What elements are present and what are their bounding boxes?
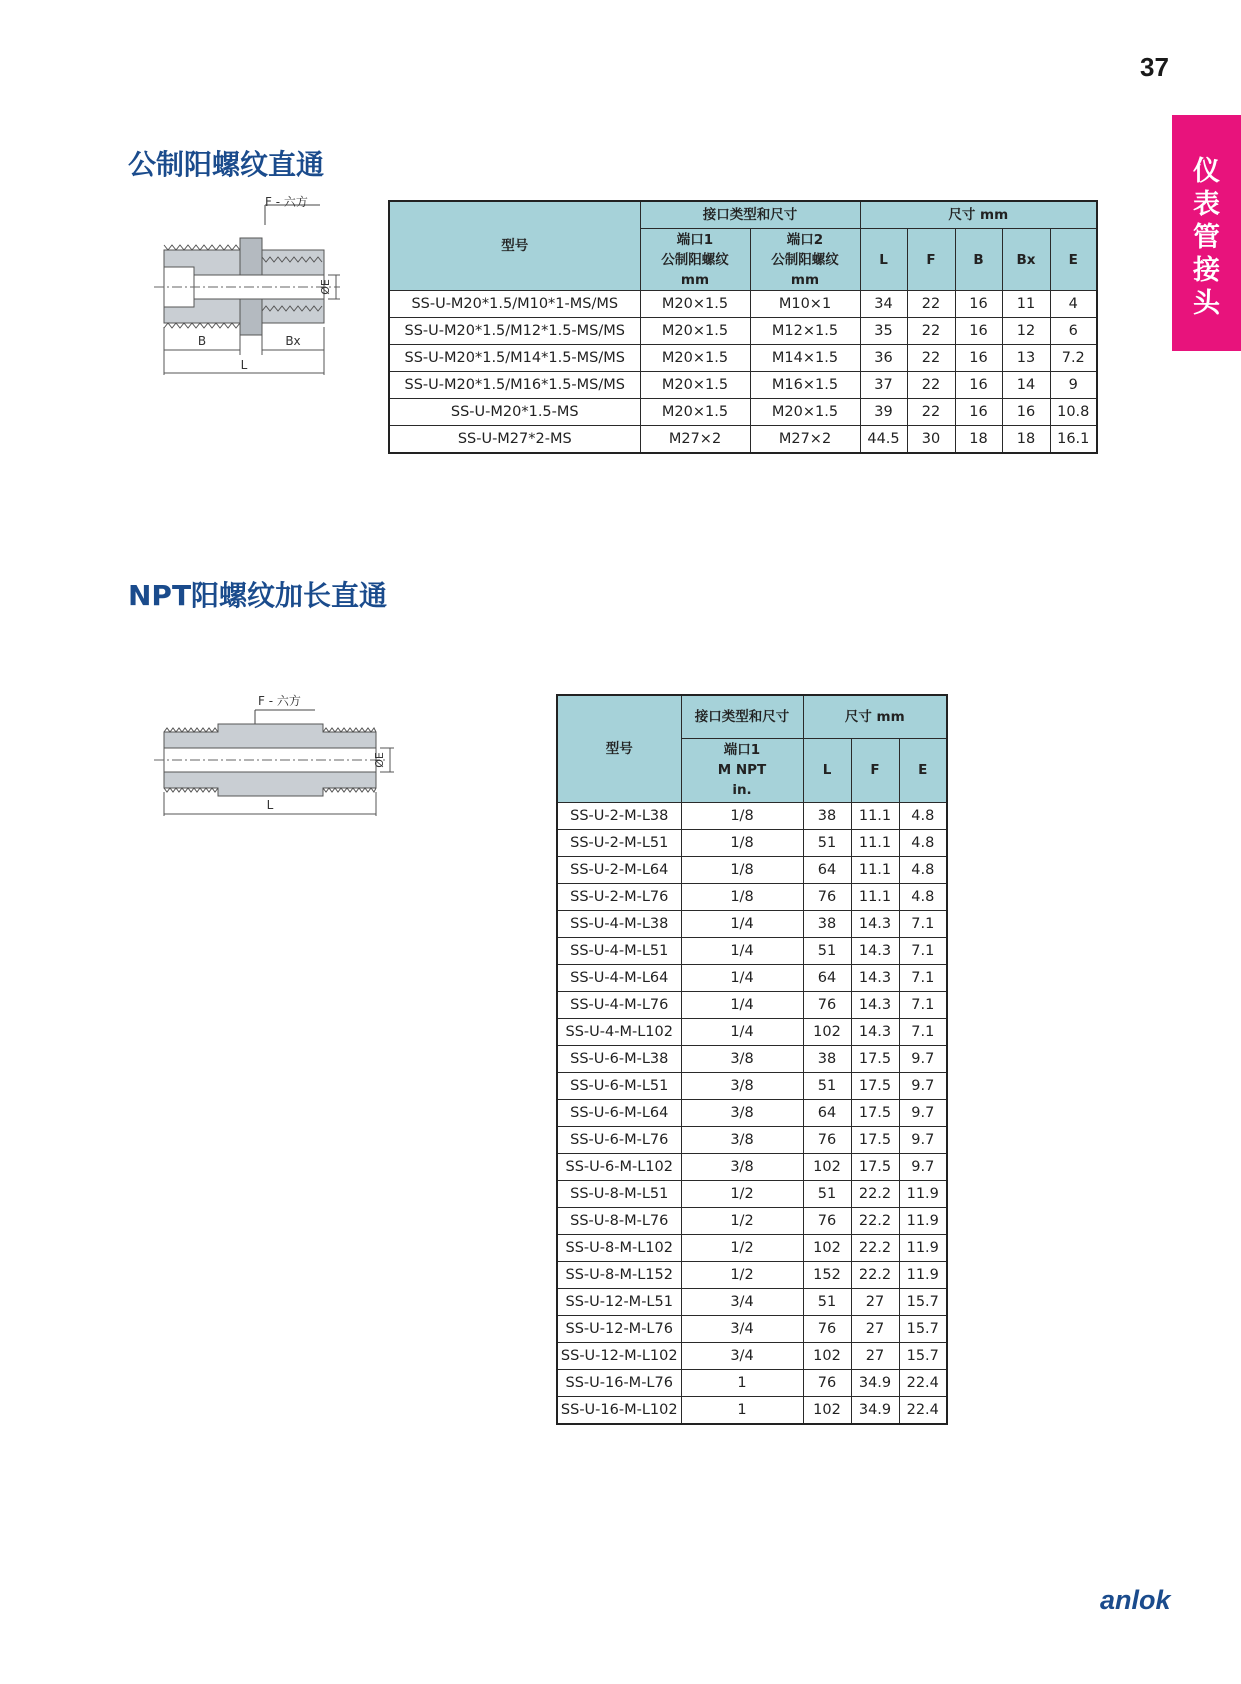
table-row bbox=[557, 856, 947, 883]
value-cell: M12×1.5 bbox=[750, 318, 860, 345]
value-cell: 51 bbox=[803, 1180, 851, 1207]
value-cell: M14×1.5 bbox=[750, 345, 860, 372]
value-cell: 22 bbox=[907, 399, 955, 426]
section2-title: NPT阳螺纹加长直通 bbox=[128, 579, 388, 612]
value-cell: 11.9 bbox=[899, 1207, 947, 1234]
value-cell: 27 bbox=[851, 1288, 899, 1315]
npt-long-union-table bbox=[556, 694, 948, 1425]
model-cell: SS-U-6-M-L38 bbox=[557, 1045, 681, 1072]
brand-logo-text: anlok bbox=[1100, 1585, 1171, 1615]
header-port2-line: 端口2 bbox=[786, 231, 824, 248]
header-port1-line: M NPT bbox=[717, 762, 767, 778]
value-cell: 18 bbox=[1002, 426, 1050, 454]
value-cell: 11.1 bbox=[851, 829, 899, 856]
header-e: E bbox=[1050, 229, 1097, 291]
value-cell: 38 bbox=[803, 910, 851, 937]
value-cell: 51 bbox=[803, 937, 851, 964]
value-cell: 15.7 bbox=[899, 1288, 947, 1315]
table-row bbox=[557, 883, 947, 910]
value-cell: 11 bbox=[1002, 291, 1050, 318]
table-row bbox=[389, 372, 1097, 399]
header-bx: Bx bbox=[1002, 229, 1050, 291]
model-cell: SS-U-8-M-L152 bbox=[557, 1261, 681, 1288]
value-cell: 16 bbox=[955, 291, 1002, 318]
model-cell: SS-U-2-M-L76 bbox=[557, 883, 681, 910]
model-cell: SS-U-M20*1.5/M16*1.5-MS/MS bbox=[389, 372, 640, 399]
model-cell: SS-U-4-M-L76 bbox=[557, 991, 681, 1018]
header-port1 bbox=[640, 229, 750, 291]
header-port1-line: 端口1 bbox=[723, 742, 761, 758]
metric-union-drawing bbox=[150, 195, 370, 400]
value-cell: 1/8 bbox=[681, 802, 803, 829]
value-cell: 27 bbox=[851, 1315, 899, 1342]
table-row bbox=[389, 318, 1097, 345]
header-port2 bbox=[750, 229, 860, 291]
value-cell: 7.1 bbox=[899, 964, 947, 991]
value-cell: 1/4 bbox=[681, 1018, 803, 1045]
model-cell: SS-U-M20*1.5-MS bbox=[389, 399, 640, 426]
header-dim-group: 尺寸 mm bbox=[860, 201, 1097, 229]
side-tab-char: 表 bbox=[1193, 189, 1220, 220]
value-cell: M20×1.5 bbox=[750, 399, 860, 426]
value-cell: 22.2 bbox=[851, 1234, 899, 1261]
side-tab-char: 头 bbox=[1193, 288, 1220, 319]
value-cell: 34 bbox=[860, 291, 907, 318]
header-port1 bbox=[681, 738, 803, 802]
value-cell: 51 bbox=[803, 1072, 851, 1099]
side-tab-label bbox=[1172, 155, 1241, 320]
value-cell: 22 bbox=[907, 291, 955, 318]
table-row bbox=[557, 1288, 947, 1315]
value-cell: 1/8 bbox=[681, 829, 803, 856]
value-cell: 11.1 bbox=[851, 802, 899, 829]
value-cell: 36 bbox=[860, 345, 907, 372]
value-cell: 11.1 bbox=[851, 856, 899, 883]
model-cell: SS-U-8-M-L102 bbox=[557, 1234, 681, 1261]
value-cell: 102 bbox=[803, 1234, 851, 1261]
table-row bbox=[557, 910, 947, 937]
value-cell: 7.1 bbox=[899, 1018, 947, 1045]
header-dim-group: 尺寸 mm bbox=[803, 695, 947, 738]
metric-union-table bbox=[388, 200, 1098, 454]
value-cell: 16 bbox=[1002, 399, 1050, 426]
section1-title: 公制阳螺纹直通 bbox=[128, 148, 325, 181]
brand-logo bbox=[1100, 1584, 1180, 1616]
value-cell: 44.5 bbox=[860, 426, 907, 454]
header-port2-line: 公制阳螺纹 bbox=[771, 251, 839, 268]
value-cell: M20×1.5 bbox=[640, 345, 750, 372]
value-cell: 1 bbox=[681, 1369, 803, 1396]
table-row bbox=[557, 1072, 947, 1099]
header-model: 型号 bbox=[389, 201, 640, 291]
model-cell: SS-U-M27*2-MS bbox=[389, 426, 640, 454]
value-cell: M10×1 bbox=[750, 291, 860, 318]
table-row bbox=[557, 829, 947, 856]
diameter-label: ØE bbox=[373, 752, 386, 768]
side-tab-char: 仪 bbox=[1193, 156, 1220, 187]
model-cell: SS-U-2-M-L51 bbox=[557, 829, 681, 856]
value-cell: 76 bbox=[803, 883, 851, 910]
table-row bbox=[389, 426, 1097, 454]
value-cell: 1/4 bbox=[681, 910, 803, 937]
value-cell: 9.7 bbox=[899, 1153, 947, 1180]
value-cell: 16 bbox=[955, 345, 1002, 372]
value-cell: 7.2 bbox=[1050, 345, 1097, 372]
value-cell: 14.3 bbox=[851, 910, 899, 937]
table-row bbox=[557, 1180, 947, 1207]
value-cell: 15.7 bbox=[899, 1315, 947, 1342]
value-cell: 38 bbox=[803, 1045, 851, 1072]
value-cell: 6 bbox=[1050, 318, 1097, 345]
value-cell: 76 bbox=[803, 991, 851, 1018]
l-dimension-label: L bbox=[266, 798, 274, 812]
header-port1-line: 端口1 bbox=[676, 231, 714, 248]
value-cell: 10.8 bbox=[1050, 399, 1097, 426]
value-cell: M16×1.5 bbox=[750, 372, 860, 399]
model-cell: SS-U-4-M-L64 bbox=[557, 964, 681, 991]
value-cell: 76 bbox=[803, 1126, 851, 1153]
value-cell: 7.1 bbox=[899, 910, 947, 937]
model-cell: SS-U-6-M-L64 bbox=[557, 1099, 681, 1126]
model-cell: SS-U-2-M-L64 bbox=[557, 856, 681, 883]
value-cell: 102 bbox=[803, 1018, 851, 1045]
value-cell: 1/2 bbox=[681, 1207, 803, 1234]
value-cell: 1 bbox=[681, 1396, 803, 1424]
value-cell: 7.1 bbox=[899, 937, 947, 964]
value-cell: 64 bbox=[803, 856, 851, 883]
value-cell: 35 bbox=[860, 318, 907, 345]
value-cell: 102 bbox=[803, 1396, 851, 1424]
model-cell: SS-U-8-M-L76 bbox=[557, 1207, 681, 1234]
value-cell: 9.7 bbox=[899, 1072, 947, 1099]
value-cell: 3/8 bbox=[681, 1045, 803, 1072]
table-row bbox=[557, 802, 947, 829]
value-cell: 11.9 bbox=[899, 1234, 947, 1261]
table-row bbox=[557, 937, 947, 964]
table-row bbox=[557, 1234, 947, 1261]
table-row bbox=[557, 1369, 947, 1396]
value-cell: 22.4 bbox=[899, 1396, 947, 1424]
table-row bbox=[389, 345, 1097, 372]
value-cell: M20×1.5 bbox=[640, 372, 750, 399]
value-cell: 22 bbox=[907, 318, 955, 345]
header-b: B bbox=[955, 229, 1002, 291]
value-cell: 27 bbox=[851, 1342, 899, 1369]
value-cell: 17.5 bbox=[851, 1126, 899, 1153]
header-port1-line: in. bbox=[732, 782, 752, 798]
value-cell: 4 bbox=[1050, 291, 1097, 318]
value-cell: 64 bbox=[803, 964, 851, 991]
value-cell: 1/4 bbox=[681, 964, 803, 991]
value-cell: 3/8 bbox=[681, 1072, 803, 1099]
value-cell: 17.5 bbox=[851, 1045, 899, 1072]
value-cell: 12 bbox=[1002, 318, 1050, 345]
header-f: F bbox=[907, 229, 955, 291]
value-cell: 76 bbox=[803, 1369, 851, 1396]
value-cell: 11.9 bbox=[899, 1261, 947, 1288]
value-cell: 1/4 bbox=[681, 937, 803, 964]
value-cell: 102 bbox=[803, 1342, 851, 1369]
value-cell: 4.8 bbox=[899, 856, 947, 883]
value-cell: 1/2 bbox=[681, 1234, 803, 1261]
value-cell: 1/8 bbox=[681, 883, 803, 910]
model-cell: SS-U-4-M-L38 bbox=[557, 910, 681, 937]
model-cell: SS-U-12-M-L51 bbox=[557, 1288, 681, 1315]
npt-long-union-drawing bbox=[150, 688, 410, 828]
model-cell: SS-U-4-M-L51 bbox=[557, 937, 681, 964]
model-cell: SS-U-6-M-L51 bbox=[557, 1072, 681, 1099]
value-cell: 17.5 bbox=[851, 1153, 899, 1180]
model-cell: SS-U-4-M-L102 bbox=[557, 1018, 681, 1045]
b-dimension-label: B bbox=[197, 334, 207, 348]
bx-dimension-label: Bx bbox=[285, 334, 301, 348]
value-cell: 16 bbox=[955, 318, 1002, 345]
model-cell: SS-U-16-M-L102 bbox=[557, 1396, 681, 1424]
value-cell: 22.2 bbox=[851, 1261, 899, 1288]
table-row bbox=[389, 291, 1097, 318]
value-cell: 76 bbox=[803, 1207, 851, 1234]
header-l: L bbox=[803, 738, 851, 802]
value-cell: 9.7 bbox=[899, 1126, 947, 1153]
l-dimension-label: L bbox=[240, 358, 248, 372]
model-cell: SS-U-6-M-L76 bbox=[557, 1126, 681, 1153]
value-cell: 37 bbox=[860, 372, 907, 399]
model-cell: SS-U-12-M-L76 bbox=[557, 1315, 681, 1342]
value-cell: 39 bbox=[860, 399, 907, 426]
value-cell: 1/2 bbox=[681, 1180, 803, 1207]
header-port2-line: mm bbox=[790, 271, 820, 288]
value-cell: 3/8 bbox=[681, 1099, 803, 1126]
value-cell: 11.9 bbox=[899, 1180, 947, 1207]
header-l: L bbox=[860, 229, 907, 291]
model-cell: SS-U-6-M-L102 bbox=[557, 1153, 681, 1180]
model-cell: SS-U-12-M-L102 bbox=[557, 1342, 681, 1369]
table-row bbox=[557, 964, 947, 991]
value-cell: 64 bbox=[803, 1099, 851, 1126]
value-cell: 9 bbox=[1050, 372, 1097, 399]
header-f: F bbox=[851, 738, 899, 802]
value-cell: 13 bbox=[1002, 345, 1050, 372]
value-cell: 38 bbox=[803, 802, 851, 829]
value-cell: 17.5 bbox=[851, 1099, 899, 1126]
table-row bbox=[557, 991, 947, 1018]
value-cell: 7.1 bbox=[899, 991, 947, 1018]
table-row bbox=[557, 1396, 947, 1424]
value-cell: 17.5 bbox=[851, 1072, 899, 1099]
model-cell: SS-U-M20*1.5/M10*1-MS/MS bbox=[389, 291, 640, 318]
table-row bbox=[557, 1315, 947, 1342]
value-cell: M20×1.5 bbox=[640, 399, 750, 426]
header-port1-line: 公制阳螺纹 bbox=[661, 251, 729, 268]
value-cell: 22 bbox=[907, 345, 955, 372]
value-cell: 22.2 bbox=[851, 1180, 899, 1207]
value-cell: M20×1.5 bbox=[640, 318, 750, 345]
value-cell: 30 bbox=[907, 426, 955, 454]
table-row bbox=[557, 1126, 947, 1153]
value-cell: 18 bbox=[955, 426, 1002, 454]
value-cell: 22.4 bbox=[899, 1369, 947, 1396]
value-cell: M20×1.5 bbox=[640, 291, 750, 318]
value-cell: 16.1 bbox=[1050, 426, 1097, 454]
value-cell: 14.3 bbox=[851, 964, 899, 991]
value-cell: M27×2 bbox=[640, 426, 750, 454]
value-cell: 14.3 bbox=[851, 991, 899, 1018]
model-cell: SS-U-M20*1.5/M12*1.5-MS/MS bbox=[389, 318, 640, 345]
value-cell: 22.2 bbox=[851, 1207, 899, 1234]
value-cell: 22 bbox=[907, 372, 955, 399]
table-row bbox=[389, 399, 1097, 426]
value-cell: 34.9 bbox=[851, 1396, 899, 1424]
value-cell: 3/4 bbox=[681, 1315, 803, 1342]
header-port-group: 接口类型和尺寸 bbox=[681, 695, 803, 738]
side-tab-char: 管 bbox=[1193, 222, 1220, 253]
model-cell: SS-U-8-M-L51 bbox=[557, 1180, 681, 1207]
header-port1-line: mm bbox=[680, 271, 710, 288]
value-cell: 3/8 bbox=[681, 1126, 803, 1153]
value-cell: 15.7 bbox=[899, 1342, 947, 1369]
model-cell: SS-U-M20*1.5/M14*1.5-MS/MS bbox=[389, 345, 640, 372]
value-cell: 34.9 bbox=[851, 1369, 899, 1396]
table-row bbox=[557, 1207, 947, 1234]
value-cell: 9.7 bbox=[899, 1099, 947, 1126]
header-port-group: 接口类型和尺寸 bbox=[640, 201, 860, 229]
value-cell: 3/4 bbox=[681, 1288, 803, 1315]
value-cell: 4.8 bbox=[899, 829, 947, 856]
value-cell: 14.3 bbox=[851, 1018, 899, 1045]
value-cell: M27×2 bbox=[750, 426, 860, 454]
value-cell: 16 bbox=[955, 372, 1002, 399]
value-cell: 14 bbox=[1002, 372, 1050, 399]
hex-label: F - 六方 bbox=[265, 195, 308, 209]
side-category-tab bbox=[1172, 115, 1241, 351]
diameter-label: ØE bbox=[319, 279, 332, 295]
value-cell: 76 bbox=[803, 1315, 851, 1342]
side-tab-char: 接 bbox=[1193, 255, 1220, 286]
table-row bbox=[557, 1342, 947, 1369]
value-cell: 1/2 bbox=[681, 1261, 803, 1288]
table-row bbox=[557, 1045, 947, 1072]
value-cell: 3/4 bbox=[681, 1342, 803, 1369]
table-row bbox=[557, 1153, 947, 1180]
table-row bbox=[557, 1261, 947, 1288]
value-cell: 9.7 bbox=[899, 1045, 947, 1072]
model-cell: SS-U-16-M-L76 bbox=[557, 1369, 681, 1396]
value-cell: 152 bbox=[803, 1261, 851, 1288]
value-cell: 4.8 bbox=[899, 802, 947, 829]
header-e: E bbox=[899, 738, 947, 802]
value-cell: 4.8 bbox=[899, 883, 947, 910]
page-number: 37 bbox=[1140, 52, 1169, 82]
value-cell: 102 bbox=[803, 1153, 851, 1180]
value-cell: 14.3 bbox=[851, 937, 899, 964]
table-row bbox=[557, 1099, 947, 1126]
value-cell: 1/8 bbox=[681, 856, 803, 883]
value-cell: 1/4 bbox=[681, 991, 803, 1018]
value-cell: 51 bbox=[803, 829, 851, 856]
table-row bbox=[557, 1018, 947, 1045]
value-cell: 51 bbox=[803, 1288, 851, 1315]
value-cell: 16 bbox=[955, 399, 1002, 426]
header-model: 型号 bbox=[557, 695, 681, 802]
value-cell: 3/8 bbox=[681, 1153, 803, 1180]
value-cell: 11.1 bbox=[851, 883, 899, 910]
model-cell: SS-U-2-M-L38 bbox=[557, 802, 681, 829]
hex-label: F - 六方 bbox=[258, 694, 301, 708]
